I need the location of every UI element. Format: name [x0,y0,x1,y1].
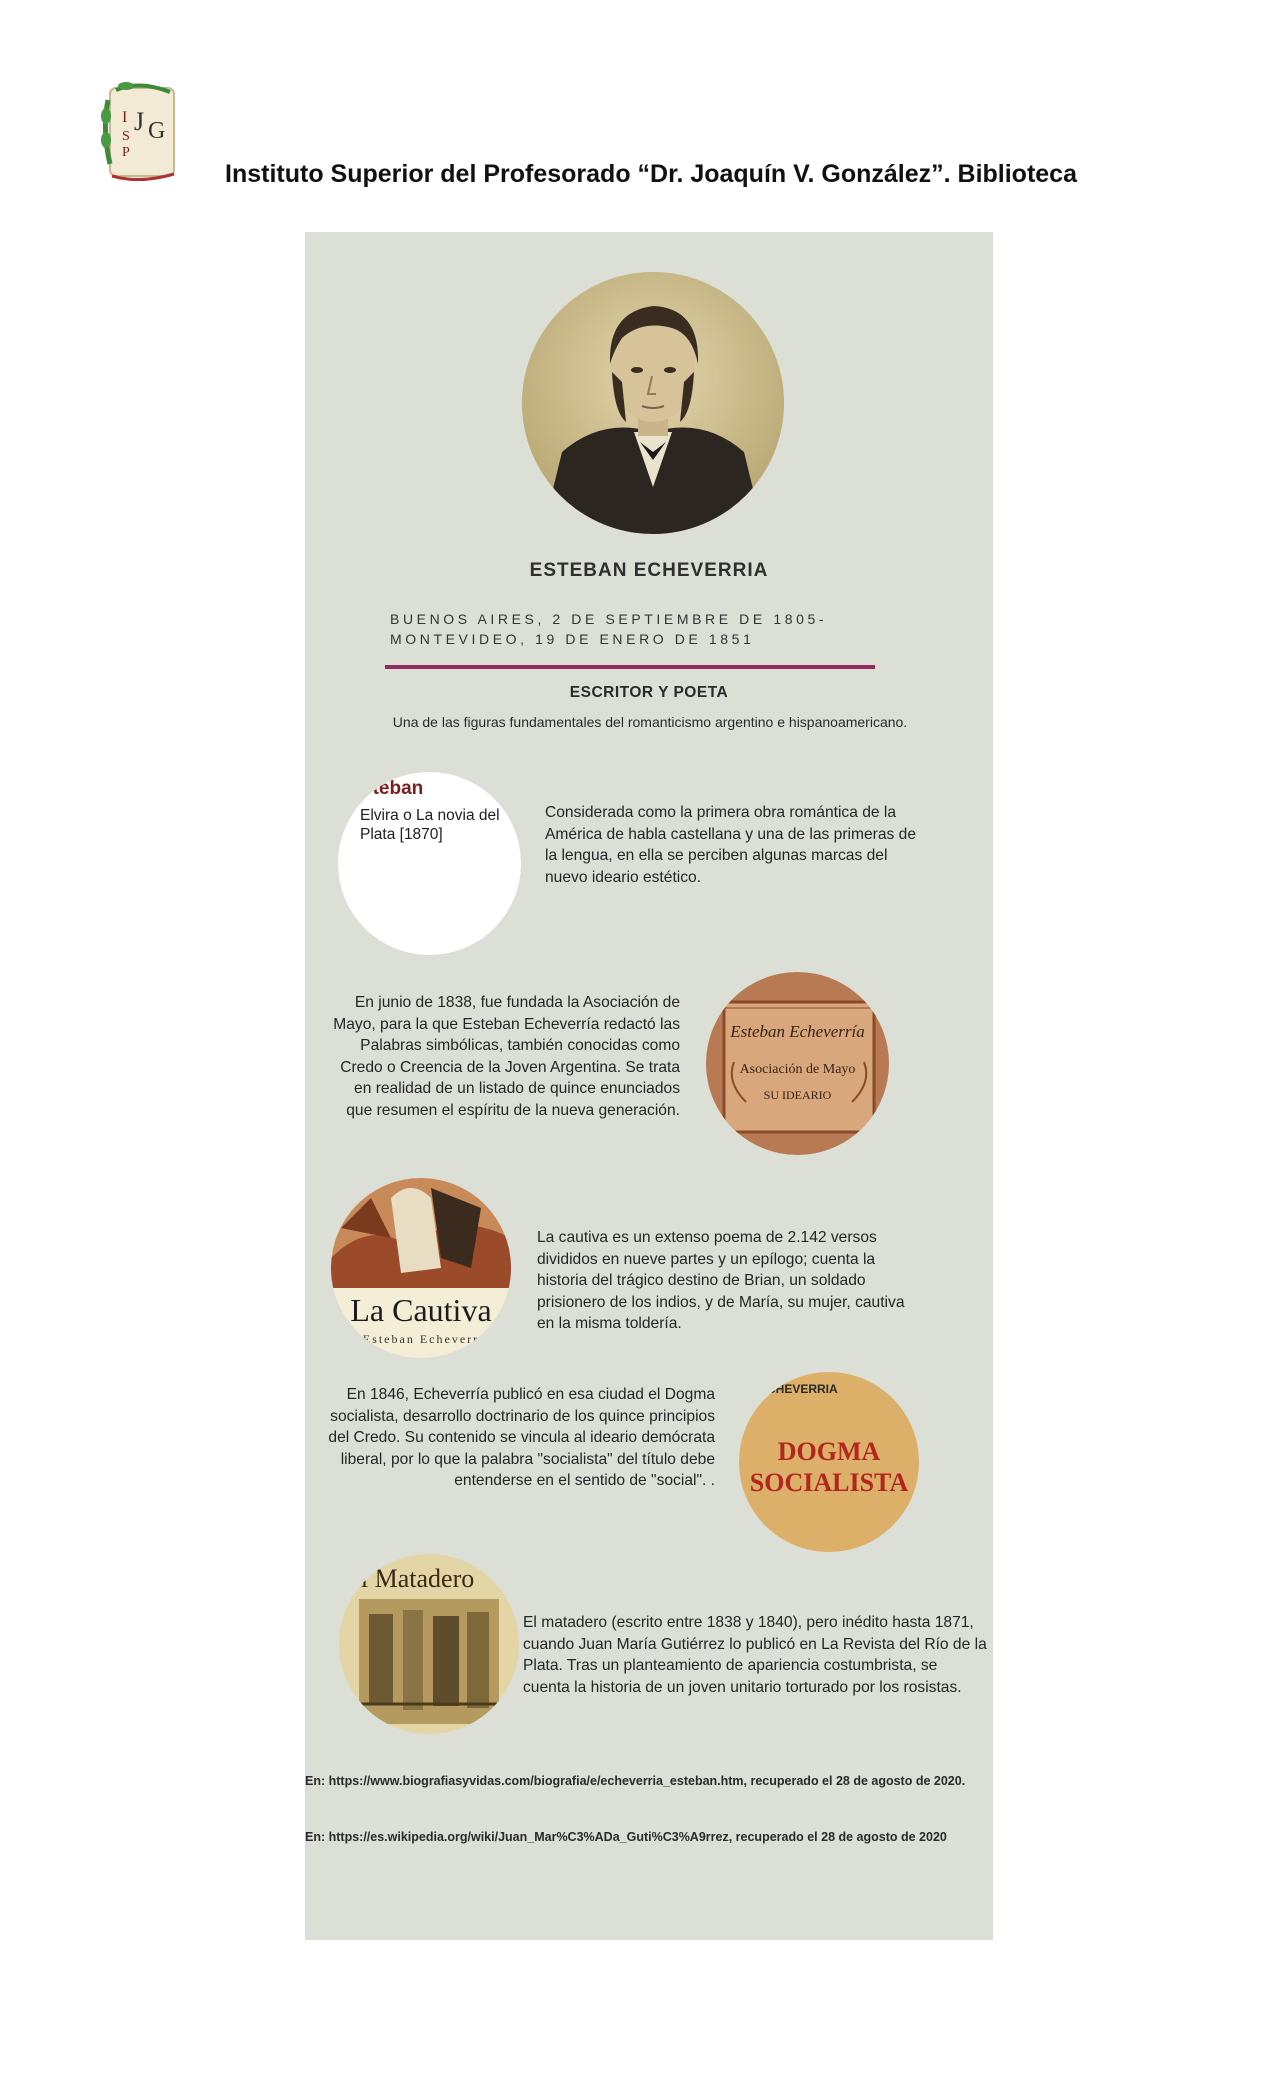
la-cautiva-label-title: La Cautiva [350,1292,492,1328]
elvira-book-image [338,772,521,955]
elvira-image-label-top: steban [362,778,424,799]
la-cautiva-description: La cautiva es un extenso poema de 2.142 versos divididos en nueve partes y un epílogo; cuenta la historia del trágico destino de Brian, un soldado prisionero de los indios, y de María, su mujer, cautiva en la misma toldería. [537,1229,905,1332]
asociacion-label-mid: Asociación de Mayo [739,1062,856,1077]
svg-text:I: I [122,109,128,126]
elvira-image-label-title: Elvira o La novia del Plata [1870] [360,807,500,843]
divider [385,665,875,669]
institution-title: Instituto Superior del Profesorado “Dr. Joaquín V. González”. Biblioteca [225,160,1077,188]
la-cautiva-label-sub: Esteban Echeverr [362,1332,480,1346]
source-1: En: https://www.biografiasyvidas.com/biografia/e/echeverria_esteban.htm, recuperado el 28 de agosto de 2020. [305,1774,966,1788]
dogma-label-top: ECHEVERRIA [759,1382,838,1396]
author-name: ESTEBAN ECHEVERRIA [529,560,769,581]
svg-text:P: P [122,145,130,160]
el-matadero-label-title: El Matadero [345,1564,475,1593]
asociacion-label-top: Esteban Echeverría [730,1022,865,1041]
la-cautiva-book-image [331,1178,511,1358]
biography-poster [305,232,993,1940]
institution-logo [100,80,182,186]
life-dates [390,609,827,649]
source-2: En: https://es.wikipedia.org/wiki/Juan_Mar%C3%ADa_Guti%C3%A9rrez, recuperado el 28 de agosto de 2020 [305,1830,947,1844]
svg-text:S: S [122,129,130,144]
el-matadero-description: El matadero (escrito entre 1838 y 1840), pero inédito hasta 1871, cuando Juan María Gutiérrez lo publicó en La Revista del Río de la Plata. Tras un planteamiento de apariencia costumbrista, se cuenta la historia de un joven unitario torturado por los rosistas. [523,1614,987,1696]
dates-death: MONTEVIDEO, 19 DE ENERO DE 1851 [390,631,755,647]
asociacion-label-bottom: SU IDEARIO [763,1088,832,1102]
dogma-label-title1: DOGMA [777,1437,881,1466]
el-matadero-book-image [339,1554,519,1734]
asociacion-description: En junio de 1838, fue fundada la Asociación de Mayo, para la que Esteban Echeverría redactó las Palabras simbólicas, también conocidas como Credo o Creencia de la Joven Argentina. Se trata en realidad de un listado de quince enunciados que resumen el espíritu de la nueva generación. [333,994,680,1119]
svg-text:G: G [148,118,166,144]
dogma-book-image [739,1372,919,1552]
dogma-description: En 1846, Echeverría publicó en esa ciudad el Dogma socialista, desarrollo doctrinario de los quince principios del Credo. Su contenido se vincula al ideario demócrata liberal, por lo que la palabra "socialista" del título debe entenderse en el sentido de "social". . [328,1386,715,1489]
author-role: ESCRITOR Y POETA [569,684,729,701]
dogma-label-title2: SOCIALISTA [749,1468,909,1497]
asociacion-book-image [706,972,889,1155]
author-tagline: Una de las figuras fundamentales del romanticismo argentino e hispanoamericano. [392,714,908,730]
elvira-description: Considerada como la primera obra romántica de la América de habla castellana y una de las primeras de la lengua, en ella se perciben algunas marcas del nuevo ideario estético. [545,804,916,886]
dates-birth: BUENOS AIRES, 2 DE SEPTIEMBRE DE 1805- [390,611,828,627]
portrait-image [522,272,784,534]
svg-text:J: J [134,107,145,136]
